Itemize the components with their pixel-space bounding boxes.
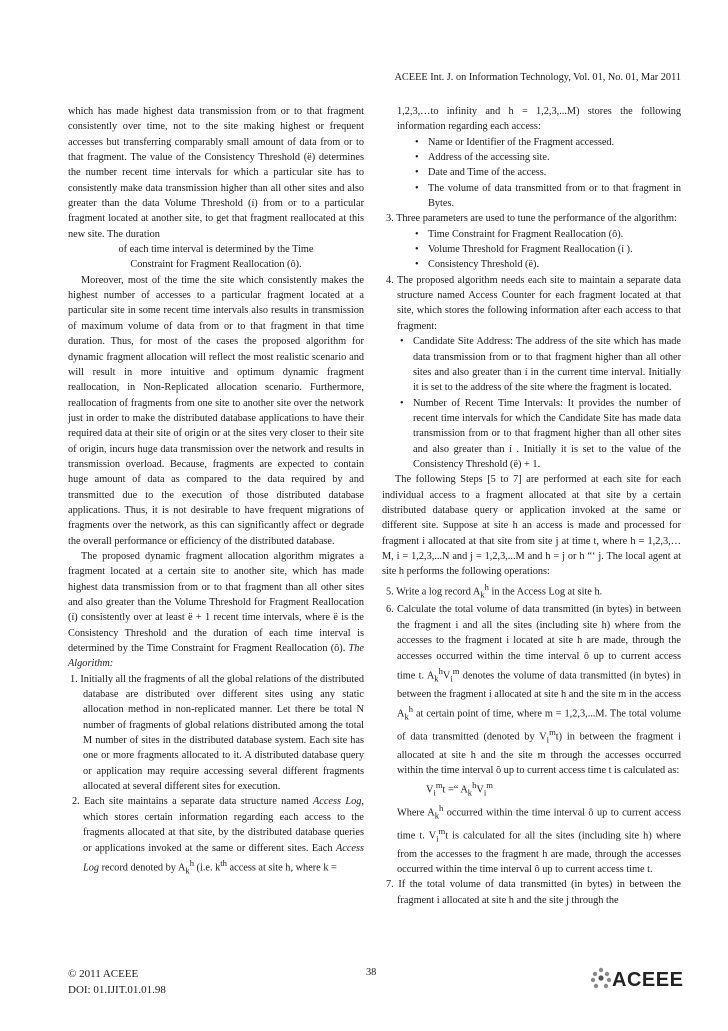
paragraph: 1,2,3,…to infinity and h = 1,2,3,...M) stores the following information regarding each access: <box>397 106 681 133</box>
bullet-item <box>382 150 681 165</box>
copyright: © 2011 ACEEE <box>68 968 139 980</box>
paragraph: Moreover, most of the time the site which consistently makes the highest number of accesses to a particular fragment located at a particular site in some recent time intervals also results in transmission of maximum volume of data from or to that fragment in that time duration. Thus, for most of the cases the proposed algorithm for dynamic fragment allocation will reflect the most realistic scenario and will result in more intuitive and optimum dynamic fragment reallocation, in Non-Replicated allocation scenario. Furthermore, reallocation of fragments from one site to another site over the network just in order to make the distributed database applications to have their required data at their site of origin or at the sites very closer to their site of origin, incurs huge data transmission over the network and results in transmission overload. Because, fragments are expected to contain huge amount of data as compared to the data required by and transmitted due to the execution of those distributed database applications. Thus, it is not desirable to have frequent migrations of fragments over the network, as this can significantly affect or degrade the overall performance or efficiency of the distributed database. <box>68 274 364 547</box>
text: access at site h, where k = <box>226 862 337 874</box>
aceee-logo-icon <box>590 966 612 992</box>
superscript: h <box>472 780 477 791</box>
superscript: h <box>439 803 444 814</box>
subscript: k <box>434 810 440 821</box>
right-column <box>382 104 681 908</box>
text: Where A <box>397 807 435 819</box>
text: Candidate Site Address: The address of the site which has made data transmission from or to that fragment higher than all other sites and also greater than í in the current time interval. Initially it is set to the address of the site where the fragment is located. <box>413 336 681 394</box>
text: V <box>476 784 484 796</box>
bullet-icon: • <box>400 397 404 409</box>
bullet-icon: • <box>415 152 419 164</box>
text: record denoted by A <box>99 862 186 874</box>
superscript: m <box>486 780 493 791</box>
text: The volume of data transmitted from or to that fragment in Bytes. <box>428 182 681 210</box>
bullet-item <box>382 396 681 473</box>
list-item <box>68 794 364 878</box>
text: Address of the accessing site. <box>428 152 550 164</box>
bullet-icon: • <box>415 136 419 148</box>
subscript: k <box>480 589 485 600</box>
text: 2. Each site maintains a separate data structure named <box>72 796 313 808</box>
bullet-item <box>382 334 681 395</box>
list-item: 4. The proposed algorithm needs each site to maintain a separate data structure named Access Counter for each fragment located at that site, which stores the following information after each access to that fragment: <box>386 274 681 332</box>
subscript: k <box>404 711 409 722</box>
left-column <box>68 104 364 879</box>
subscript: i <box>433 787 436 798</box>
subscript: i <box>483 787 487 798</box>
bullet-item <box>382 181 681 212</box>
paragraph: of each time interval is determined by the Time <box>118 244 314 256</box>
subscript: k <box>185 865 190 876</box>
bullet-item <box>382 165 681 180</box>
text: denotes the volume of data transmitted (in bytes) in between the fragment i allocated at site h and the site m in the access A <box>397 670 681 720</box>
bullet-item <box>382 227 681 242</box>
text: t) in between the fragment i allocated at site h and the site m through the accesses occurred within the time interval ô up to current access time t is calculated as: <box>397 731 681 776</box>
formula <box>382 778 681 801</box>
paragraph: The following Steps [5 to 7] are performed at each site for each individual access to a fragment allocated at that site by a certain distributed database query or application invoked at the same or different site. Suppose at site h an access is made and processed for fragment i allocated at that site from site j at time t, where h = 1,2,3,…M, i = 1,2,3,...N and j = 1,2,3,...M and h = j or h “‘ j. The local agent at site h performs the following operations: <box>382 474 681 578</box>
subscript: i <box>436 833 439 844</box>
bullet-icon: • <box>400 336 404 348</box>
algorithm-heading: The Algorithm: <box>68 643 364 670</box>
superscript: h <box>438 665 443 676</box>
text: 5. Write a log record A <box>386 586 481 598</box>
superscript: h <box>189 857 194 868</box>
bullet-icon: • <box>415 182 419 194</box>
text: t is calculated for all the sites (including site h) where from the accesses to the fragment h are made, through the accesses occurred within the time interval ô up to current access time t. <box>397 830 681 876</box>
text: Number of Recent Time Intervals: It provides the number of recent time intervals for which the Candidate Site has made data transmission from or to that fragment higher than all other sites and also greater than í . Initially it is set to the value of the Consistency Threshold (ë) + 1. <box>413 397 681 470</box>
aceee-logo <box>590 964 690 998</box>
list-item: 7. If the total volume of data transmitted (in bytes) in between the fragment i allocated at site h and the site j through the <box>386 879 681 906</box>
text: The proposed dynamic fragment allocation algorithm migrates a fragment located at a certain site to another site, which has made highest data transmission from or to that fragment than all other sites and also greater than the Volume Threshold for Fragment Reallocation (í) consistently over at least ë + 1 recent time intervals, where ë is the Consistency Threshold and the duration of each time interval is determined by the Time Constraint for Fragment Reallocation (ô). <box>68 550 364 655</box>
paragraph: Constraint for Fragment Reallocation (ô). <box>130 259 302 271</box>
superscript: m <box>435 780 443 791</box>
text: V <box>426 784 434 796</box>
superscript: m <box>438 825 446 836</box>
bullet-item <box>382 242 681 257</box>
text: V <box>442 670 451 682</box>
text: at certain point of time, where m = 1,2,3,...M. The total volume of data transmitted (denoted by V <box>397 708 681 743</box>
bullet-icon: • <box>415 167 419 179</box>
subscript: i <box>546 734 550 745</box>
bullet-icon: • <box>415 228 419 240</box>
text: Access Log <box>83 842 364 874</box>
footer-left <box>68 966 166 998</box>
superscript: h <box>484 581 489 592</box>
bullet-item <box>382 135 681 150</box>
text: Name or Identifier of the Fragment accessed. <box>428 136 615 148</box>
superscript: th <box>220 857 227 868</box>
list-item <box>382 580 681 603</box>
list-item: 1. Initially all the fragments of all the global relations of the distributed database are distributed over different sites using any static allocation method in non-replicated manner. Let there be total N number of fragments of global relations distributed among the total M number of sites in the distributed database system. Each site has one or more fragments allocated to it. A distributed database query or application may require accessing several different fragments allocated at several different sites for execution. <box>70 673 364 793</box>
list-item: 3. Three parameters are used to tune the performance of the algorithm: <box>386 213 677 225</box>
text: occurred within the time interval ô up to current access time t. V <box>397 807 681 842</box>
text: in the Access Log at site h. <box>488 586 603 598</box>
superscript: h <box>408 704 414 714</box>
text: Access Log <box>312 796 362 808</box>
subscript: k <box>434 673 439 684</box>
text: Date and Time of the access. <box>428 167 547 179</box>
text: t =“ A <box>442 784 468 796</box>
page-number: 38 <box>366 967 377 978</box>
list-item <box>382 602 681 778</box>
logo-text: ACEEE <box>612 969 684 991</box>
bullet-item <box>382 257 681 272</box>
text: (i.e. k <box>193 862 221 874</box>
text: Time Constraint for Fragment Reallocation (ô). <box>428 228 624 240</box>
doi: DOI: 01.IJIT.01.01.98 <box>68 984 166 996</box>
bullet-icon: • <box>415 259 419 271</box>
text: Consistency Threshold (ë). <box>428 259 540 271</box>
paragraph: which has made highest data transmission from or to that fragment consistently over time, not to the site making highest or frequent accesses but transferring comparably small amount of data from or to that fragment. The value of the Consistency Threshold (ë) determines the number recent time intervals for which a particular site has to consistently make data transmission higher than all other sites and also greater than the data Volume Threshold (í) from or to a particular fragment located at another site, to get that fragment reallocated at this new site. The duration <box>68 106 364 240</box>
paragraph <box>382 801 681 877</box>
subscript: k <box>467 787 473 798</box>
superscript: m <box>549 726 556 737</box>
text: Volume Threshold for Fragment Reallocation (í ). <box>428 244 633 256</box>
subscript: i <box>450 673 453 684</box>
text: , which stores certain information regarding each access to the fragments allocated at that site, by the distributed database queries or applications invoked at the same or different sites. Each <box>83 796 364 854</box>
paragraph <box>68 549 364 672</box>
bullet-icon: • <box>415 244 419 256</box>
text: 6. Calculate the total volume of data transmitted (in bytes) in between the fragment i and all the sites (including site h) where from the accesses to the fragment i located at site h are made, through the accesses occurred within the time interval ô up to current access time t. A <box>386 604 681 682</box>
superscript: m <box>452 665 460 676</box>
journal-header: ACEEE Int. J. on Information Technology, Vol. 01, No. 01, Mar 2011 <box>394 72 681 83</box>
